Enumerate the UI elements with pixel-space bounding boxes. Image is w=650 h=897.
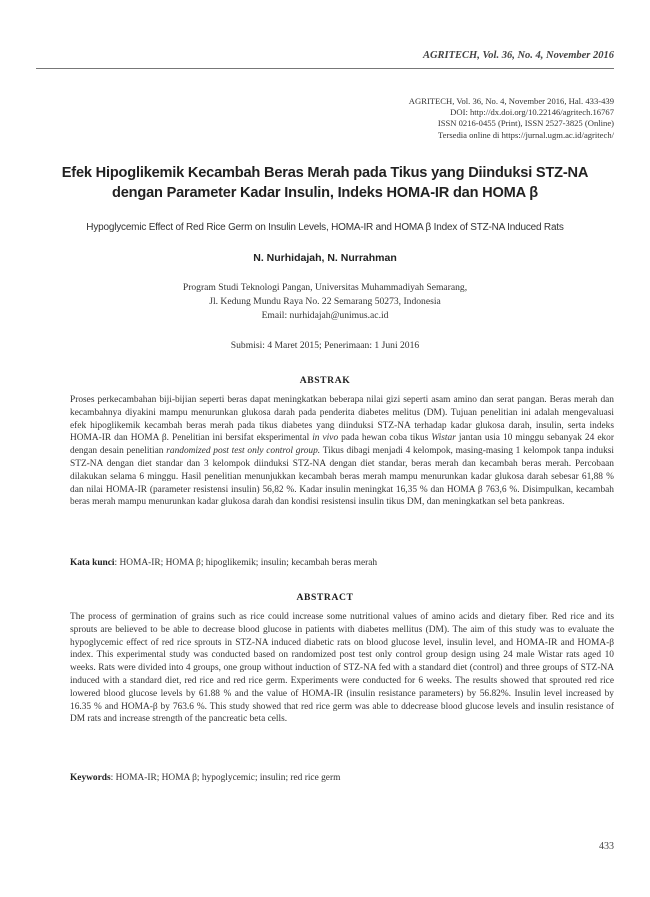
keywords	[70, 773, 614, 783]
abstrak-body	[70, 394, 614, 509]
keywords-text: : HOMA-IR; HOMA β; hypoglycemic; insulin; red rice germ	[110, 773, 341, 783]
abstrak-heading: ABSTRAK	[299, 375, 351, 386]
abstract-body: The process of germination of grains such as rice could increase some nutritional values of amino acids and dietary fiber. Red rice and its sprouts are believed to be able to decrease blood glucose in patients with diabetes mellitus (DM). The aim of this study was to evaluate the hypoglycemic effect of red rice sprouts in STZ-NA induced diabetic rats on blood glucose level, insulin level, and HOMA-IR and HOMA-β index. This experimental study was conducted based on randomized post test only control group design using 24 male Wistar rats aged 10 weeks. Rats were divided into 4 groups, one group without induction of STZ-NA fed with a standard diet (control) and three groups of STZ-NA induced with a standard diet, red rice and red rice germ. Experiments were conducted for 6 weeks. The results showed that sprouted red rice lowered blood glucose levels by 61.88 % and the value of HOMA-IR (insulin resistance parameters) by 56.82%. Insulin level increased by 16.35 % and HOMA-β by 763.6 %. This study showed that red rice germ was able to ddecrease blood glucose levels and insulin resistance of DM rats and increase strength of the pancreatic beta cells.	[70, 612, 614, 725]
abstrak-text-3: jantan usia 10 minggu sebanyak 24 ekor dengan desain penelitian	[70, 433, 614, 457]
title-line-1: Efek Hipoglikemik Kecambah Beras Merah pada Tikus yang Diinduksi STZ-NA	[61, 165, 589, 181]
title-line-2: dengan Parameter Kadar Insulin, Indeks HOMA-IR dan HOMA β	[112, 185, 538, 201]
affiliation-email: Email: nurhidajah@unimus.ac.id	[261, 309, 389, 321]
affiliation-line-1: Program Studi Teknologi Pangan, Universitas Muhammadiyah Semarang,	[182, 282, 468, 293]
english-title: Hypoglycemic Effect of Red Rice Germ on Insulin Levels, HOMA-IR and HOMA β Index of STZ-NA Induced Rats	[86, 222, 564, 233]
doi-line: DOI: http://dx.doi.org/10.22146/agritech.16767	[450, 107, 614, 118]
kata-kunci-text: : HOMA-IR; HOMA β; hipoglikemik; insulin; kecambah beras merah	[114, 558, 378, 568]
header-rule	[36, 68, 614, 69]
abstrak-text-1: Proses perkecambahan biji-bijian seperti beras dapat meningkatkan beberapa nilai gizi seperti asam amino dan serat pangan. Beras merah dan kecambahnya diyakini mampu menurunkan glukosa darah pada penderita diabetes melitus (DM). Tujuan penelitian ini adalah mengevaluasi efek hipoglikemik kecambah beras merah pada tikus diabetes yang diinduksi STZ-NA terhadap kadar glukosa darah, insulin, serta indeks HOMA-IR dan HOMA β. Penelitian ini bersifat eksperimental	[70, 395, 614, 444]
online-line: Tersedia online di https://jurnal.ugm.ac.id/agritech/	[438, 129, 614, 140]
authors: N. Nurhidajah, N. Nurrahman	[253, 252, 397, 264]
abstrak-in-vivo: in vivo	[312, 433, 339, 444]
article-meta	[409, 96, 614, 141]
abstrak-text-2: pada hewan coba tikus	[338, 433, 432, 444]
article-title	[40, 163, 610, 203]
submission-dates: Submisi: 4 Maret 2015; Penerimaan: 1 Juni 2016	[230, 340, 420, 351]
affiliation-line-2: Jl. Kedung Mundu Raya No. 22 Semarang 50273, Indonesia	[209, 295, 441, 307]
abstrak-text-4: Tikus dibagi menjadi 4 kelompok, masing-masing 1 kelompok tanpa induksi STZ-NA dengan diet standar dan 3 kelompok diinduksi STZ-NA dengan diet standar, beras merah dan kecambah beras merah. Percobaan dilakukan selama 6 minggu. Hasil penelitian menunjukkan kecambah beras merah mampu menurunkan kadar glukosa darah sebesar 61,88 % dan nilai HOMA-IR (parameter resistensi insulin) 56,82 %. Kadar insulin meningkat 16,35 % dan HOMA β 763,6 %. Disimpulkan, kecambah beras merah mampu menurunkan kadar glukosa darah dan kondisi resistensi insulin tikus DM, dan meningkatkan sel beta pankreas.	[70, 446, 615, 508]
abstract-heading: ABSTRACT	[296, 592, 354, 603]
page-number: 433	[599, 841, 614, 852]
kata-kunci-label: Kata kunci	[70, 558, 115, 568]
affiliation	[30, 281, 620, 322]
issn-line: ISSN 0216-0455 (Print), ISSN 2527-3825 (Online)	[437, 118, 614, 129]
running-head: AGRITECH, Vol. 36, No. 4, November 2016	[422, 50, 614, 61]
kata-kunci	[70, 558, 614, 568]
citation-line: AGRITECH, Vol. 36, No. 4, November 2016, Hal. 433-439	[408, 96, 614, 106]
abstrak-design: randomized post test only control group.	[166, 446, 321, 457]
abstrak-wistar: Wistar	[431, 433, 456, 444]
keywords-label: Keywords	[70, 773, 111, 783]
